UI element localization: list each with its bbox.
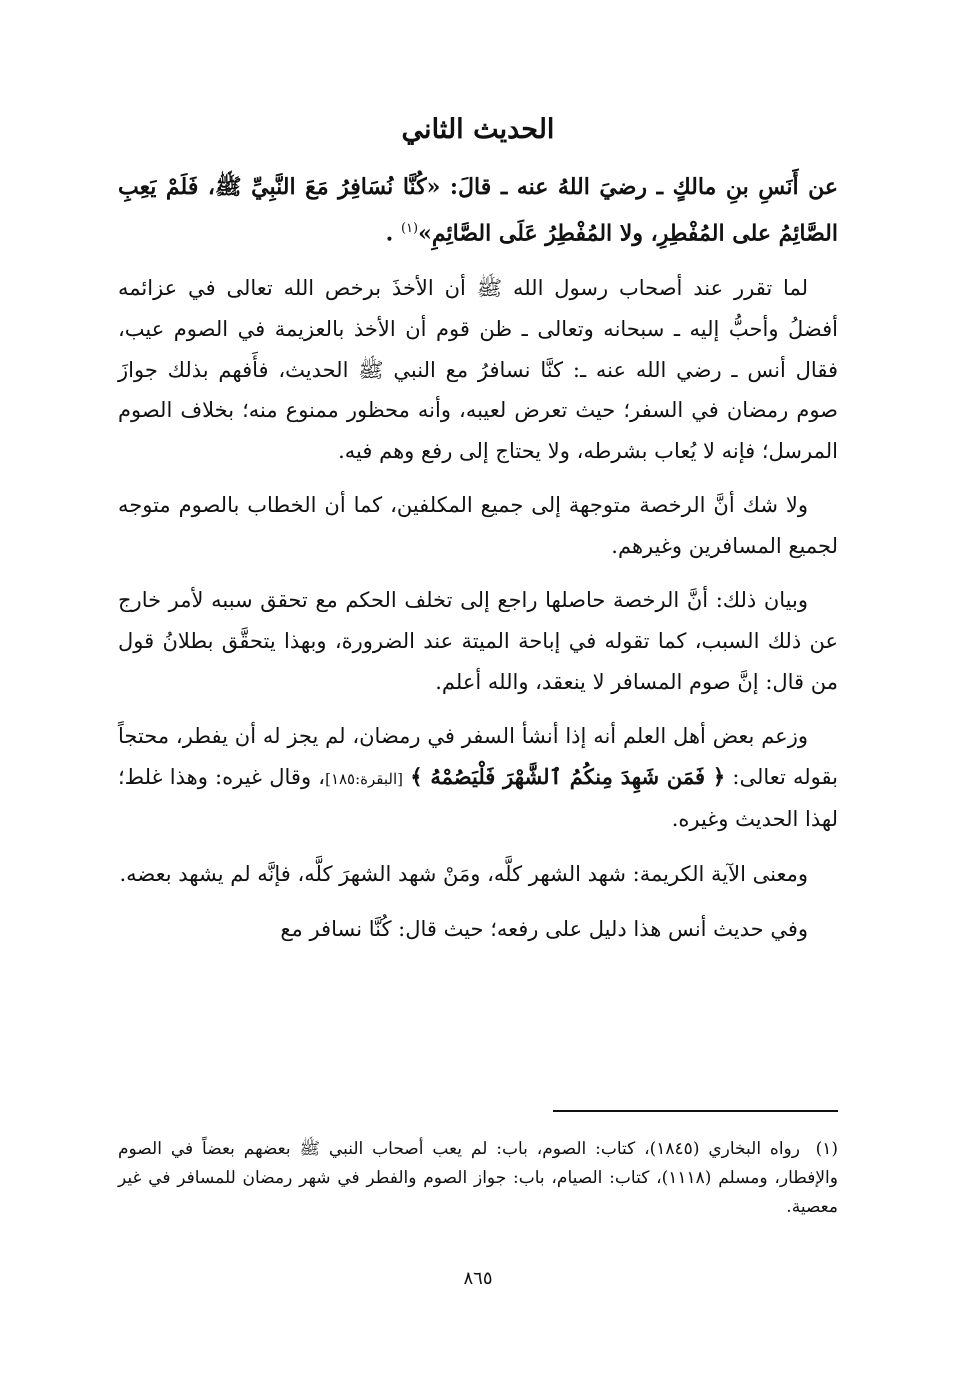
- footnote-separator: [553, 1110, 838, 1112]
- paragraph: وبيان ذلك: أنَّ الرخصة حاصلها راجع إلى تخلف الحكم مع تحقق سببه لأمر خارج عن ذلك السبب، كما تقوله في إباحة الميتة عند الضرورة، وبهذا يتحقَّق بطلانُ قول من قال: إنَّ صوم المسافر لا ينعقد، والله أعلم.: [118, 588, 838, 694]
- hadith-text: [118, 166, 838, 254]
- ayah-reference: [البقرة:١٨٥]: [325, 769, 404, 788]
- paragraph: ولا شك أنَّ الرخصة متوجهة إلى جميع المكلفين، كما أن الخطاب بالصوم متوجه لجميع المسافرين وغيرهم.: [118, 493, 838, 558]
- paragraph: لما تقرر عند أصحاب رسول الله ﷺ أن الأخذَ برخص الله تعالى في عزائمه أفضلُ وأحبُّ إليه ـ سبحانه وتعالى ـ ظن قوم أن الأخذ بالعزيمة في الصوم عيب، فقال أنس ـ رضي الله عنه ـ: كنَّا نسافرُ مع النبي ﷺ الحديث، فأَفهم بذلك جوازَ صوم رمضان في السفر؛ حيث تعرض لعيبه، وأنه محظور ممنوع منه؛ بخلاف الصوم المرسل؛ فإنه لا يُعاب بشرطه، ولا يحتاج إلى رفع وهم فيه.: [118, 276, 838, 463]
- ayah-after: ، وقال غيره: وهذا غلط؛ لهذا الحديث وغيره.: [118, 764, 838, 832]
- paragraph: ومعنى الآية الكريمة: شهد الشهر كلَّه، ومَنْ شهد الشهرَ كلَّه، فإنَّه لم يشهد بعضه.: [119, 862, 808, 887]
- page-number: ٨٦٥: [463, 1268, 493, 1289]
- hadith-end: .: [385, 220, 394, 247]
- ayah-before: وزعم بعض أهل العلم أنه إذا أنشأ السفر في رمضان، لم يجز له أن يفطر، محتجاً بقوله تعالى:: [118, 724, 838, 789]
- footnote-number: (١): [815, 1139, 838, 1159]
- page-body: [118, 110, 838, 1289]
- footnote: [118, 1135, 838, 1222]
- hadith-body: عن أَنَسِ بنِ مالكٍ ـ رضيَ اللهُ عنه ـ قالَ: «كُنَّا نُسَافِرُ مَعَ النَّبِيِّ ﷺ، فَلَمْ يَعِبِ الصَّائِمُ على المُفْطِرِ، ولا المُفْطِرُ عَلَى الصَّائِمِ»: [118, 174, 838, 247]
- footnote-text: رواه البخاري (١٨٤٥)، كتاب: الصوم، باب: لم يعب أصحاب النبي ﷺ بعضهم بعضاً في الصوم والإفطار، ومسلم (١١١٨)، كتاب: الصيام، باب: جواز الصوم والفطر في شهر رمضان للمسافر في غير معصية.: [118, 1139, 838, 1217]
- quran-ayah: ﴿ فَمَن شَهِدَ مِنكُمُ ٱلشَّهْرَ فَلْيَصُمْهُ ﴾: [410, 763, 726, 789]
- footnote-marker: (١): [400, 221, 419, 236]
- ayah-paragraph: [118, 716, 838, 840]
- page-title: الحديث الثاني: [401, 114, 555, 145]
- paragraph: وفي حديث أنس هذا دليل على رفعه؛ حيث قال: كُنَّا نسافر مع: [280, 916, 808, 941]
